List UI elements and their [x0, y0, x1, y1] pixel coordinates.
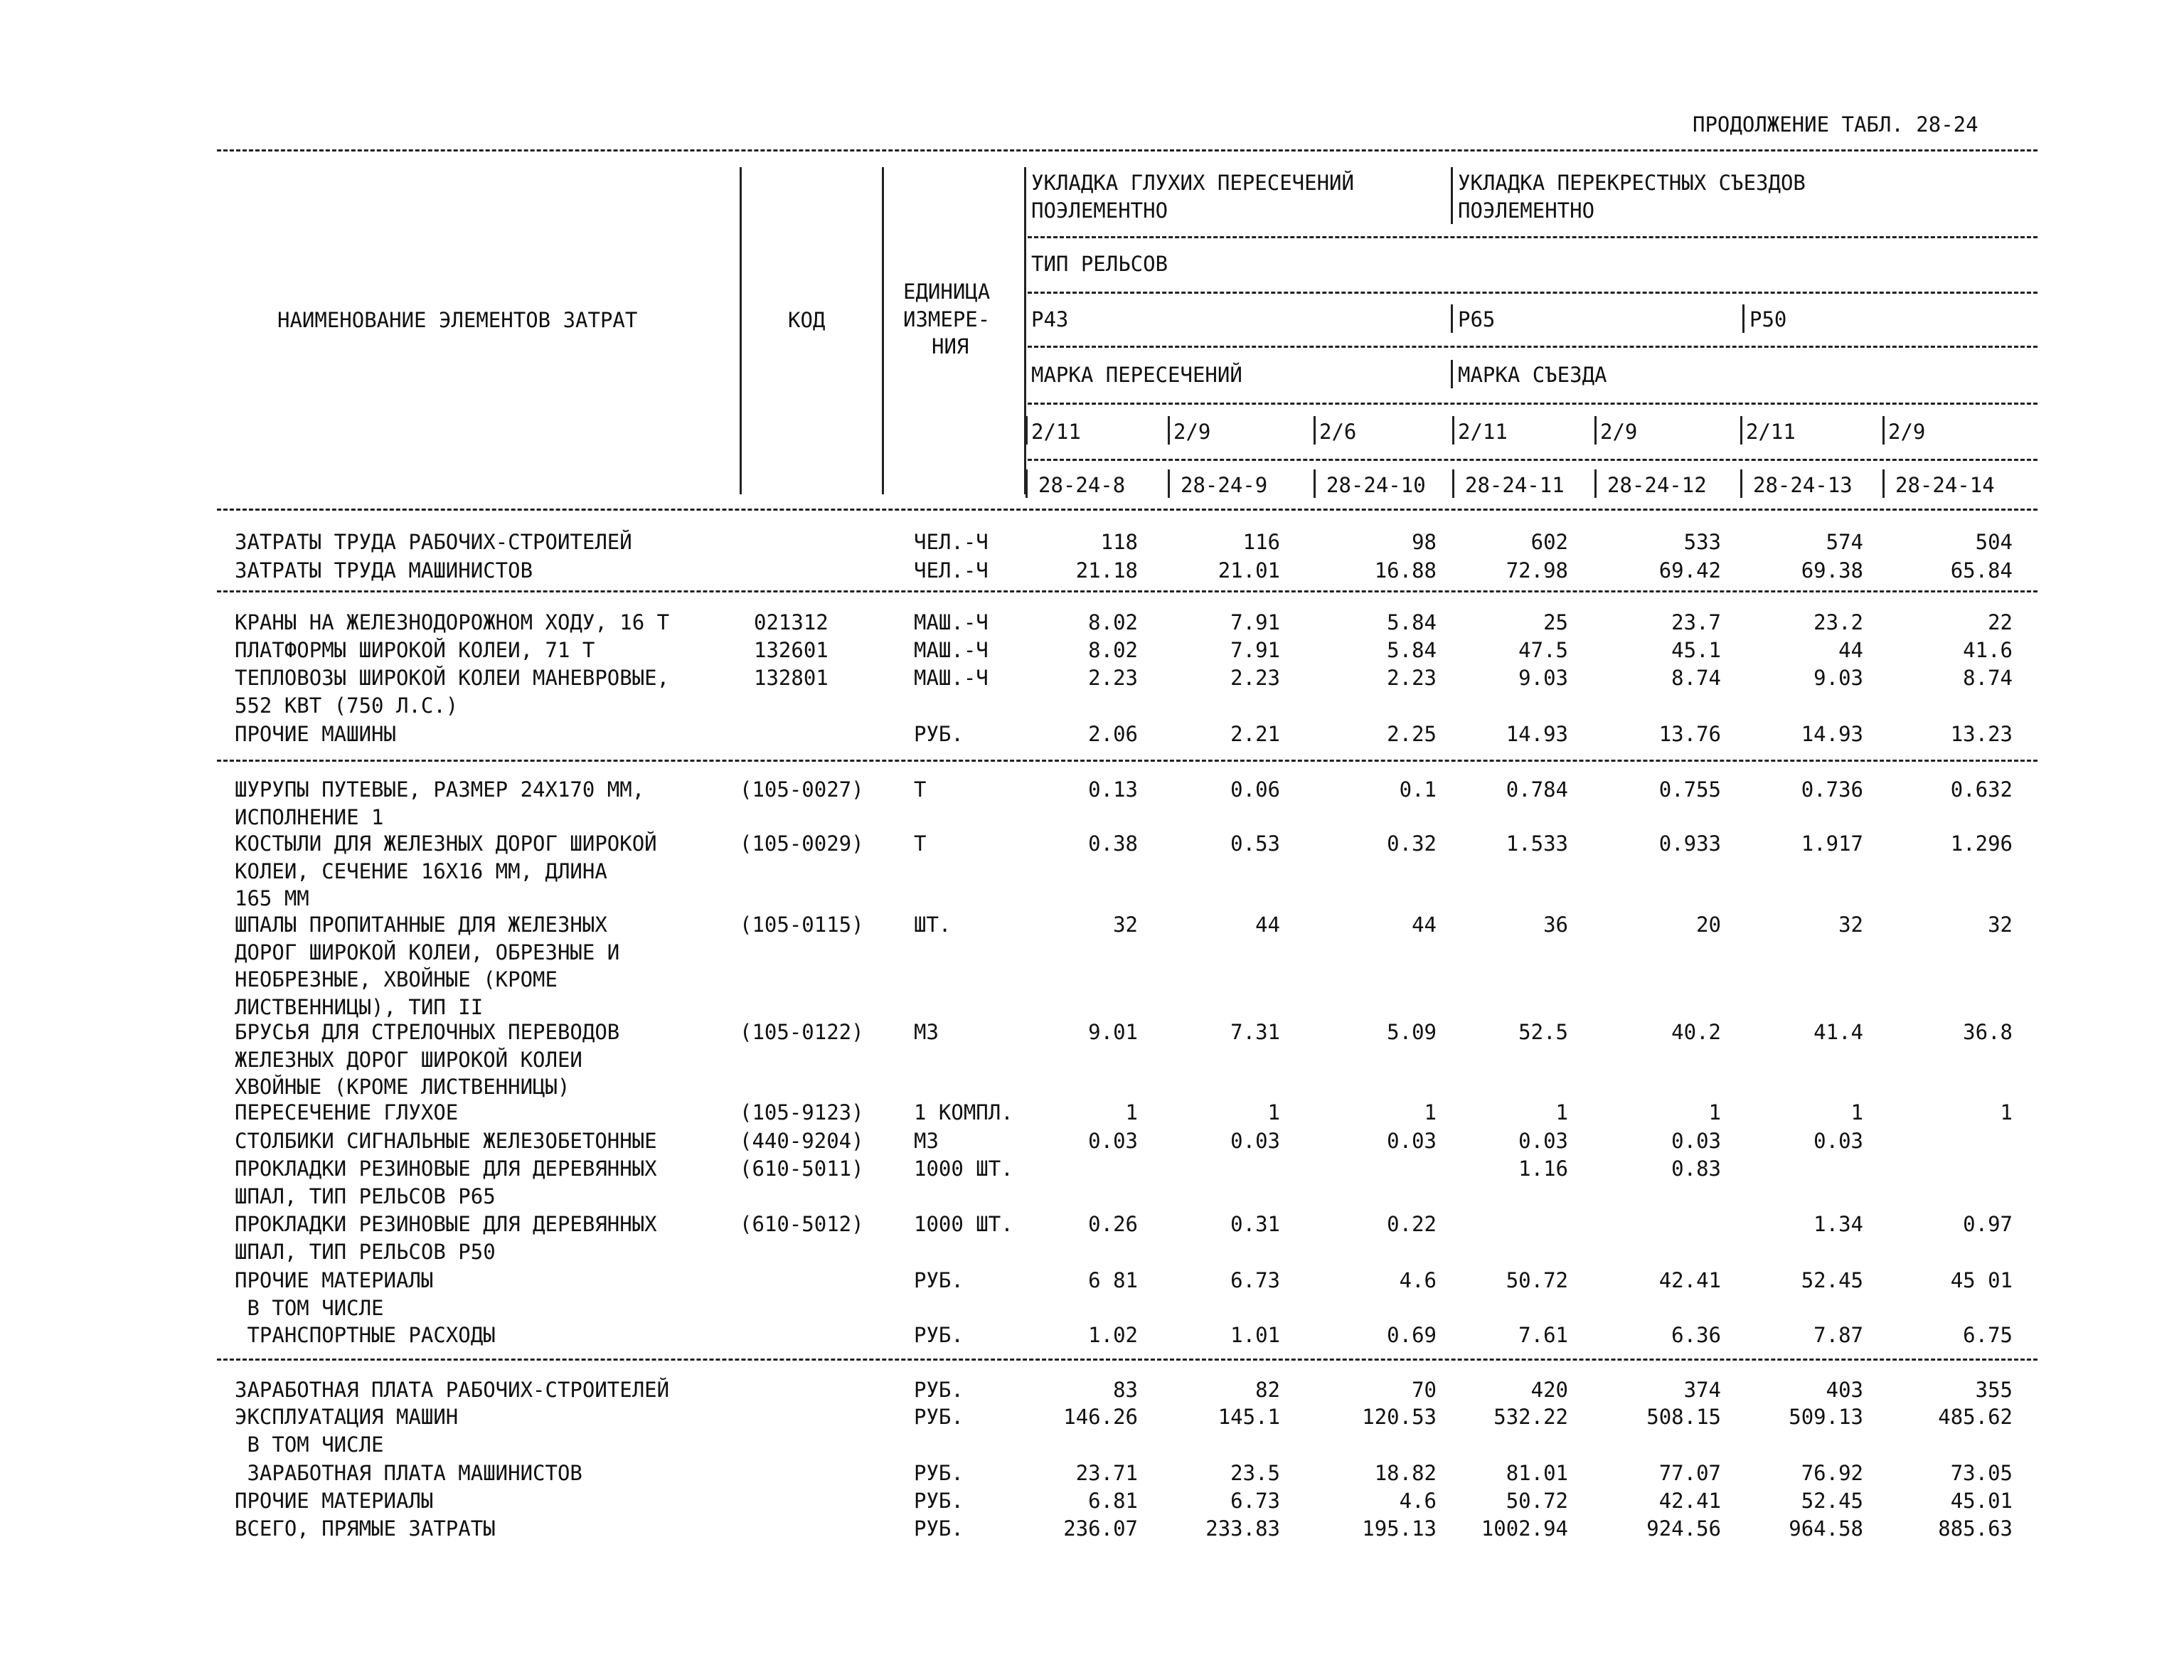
row-14-value-0: 6 81 — [1088, 1268, 1138, 1292]
row-4-unit: МАШ.-Ч — [914, 666, 989, 690]
mark-3: 2/11 — [1458, 420, 1508, 444]
row-12-name: ПРОКЛАДКИ РЕЗИНОВЫЕ ДЛЯ ДЕРЕВЯННЫХ — [235, 1157, 657, 1181]
row-8-value-4: 20 — [1696, 913, 1721, 937]
row-4-value-4: 8.74 — [1671, 666, 1721, 690]
row-5-value-2: 2.25 — [1387, 722, 1437, 746]
row-7-code: (105-0029) — [740, 831, 864, 856]
row-5-unit: РУБ. — [914, 722, 964, 746]
mark-1: 2/9 — [1173, 420, 1211, 444]
row-2-name: КРАНЫ НА ЖЕЛЕЗНОДОРОЖНОМ ХОДУ, 16 Т — [235, 610, 670, 634]
row-16-value-0: 83 — [1113, 1378, 1138, 1402]
row-19-value-3: 50.72 — [1506, 1489, 1568, 1513]
row-0-value-6: 504 — [1975, 530, 2013, 554]
row-5-name: ПРОЧИЕ МАШИНЫ — [235, 722, 396, 746]
separator-line — [1028, 346, 2037, 348]
row-7-name: КОЛЕИ, СЕЧЕНИЕ 16Х16 ММ, ДЛИНА — [235, 858, 607, 883]
row-13-name: ПРОКЛАДКИ РЕЗИНОВЫЕ ДЛЯ ДЕРЕВЯННЫХ — [235, 1212, 657, 1236]
row-18-name: ЗАРАБОТНАЯ ПЛАТА МАШИНИСТОВ — [235, 1461, 582, 1485]
row-8-name: ЛИСТВЕННИЦЫ), ТИП II — [235, 994, 484, 1019]
row-20-value-0: 236.07 — [1063, 1516, 1138, 1541]
column-divider — [1024, 167, 1026, 494]
mark-0: 2/11 — [1031, 420, 1081, 444]
header-name-column: НАИМЕНОВАНИЕ ЭЛЕМЕНТОВ ЗАТРАТ — [277, 308, 638, 332]
row-3-name: ПЛАТФОРМЫ ШИРОКОЙ КОЛЕИ, 71 Т — [235, 638, 595, 662]
row-19-value-6: 45.01 — [1950, 1489, 2013, 1513]
separator-line — [1028, 292, 2037, 294]
row-17-value-2: 120.53 — [1362, 1405, 1437, 1429]
row-0-value-3: 602 — [1530, 530, 1568, 554]
row-18-unit: РУБ. — [914, 1461, 964, 1485]
row-16-value-1: 82 — [1255, 1378, 1280, 1402]
row-19-value-2: 4.6 — [1399, 1489, 1437, 1513]
row-12-value-4: 0.83 — [1671, 1157, 1721, 1181]
row-6-name: ШУРУПЫ ПУТЕВЫЕ, РАЗМЕР 24Х170 ММ, — [235, 777, 645, 802]
row-3-unit: МАШ.-Ч — [914, 638, 989, 662]
row-4-value-0: 2.23 — [1088, 666, 1138, 690]
row-4-value-3: 9.03 — [1518, 666, 1568, 690]
row-11-value-1: 0.03 — [1230, 1129, 1280, 1153]
row-9-value-2: 5.09 — [1387, 1020, 1437, 1044]
row-14-name: В ТОМ ЧИСЛЕ — [235, 1295, 384, 1320]
row-19-name: ПРОЧИЕ МАТЕРИАЛЫ — [235, 1489, 434, 1513]
row-5-value-1: 2.21 — [1230, 722, 1280, 746]
row-17-value-0: 146.26 — [1063, 1405, 1138, 1429]
row-7-value-6: 1.296 — [1950, 831, 2013, 856]
code-1: 28-24-9 — [1181, 473, 1268, 497]
column-divider — [1314, 416, 1316, 445]
row-16-unit: РУБ. — [914, 1378, 964, 1402]
row-14-value-5: 52.45 — [1801, 1268, 1863, 1292]
row-7-name: 165 ММ — [235, 886, 309, 910]
code-6: 28-24-14 — [1895, 473, 1995, 497]
section-separator — [217, 590, 2037, 592]
row-1-value-4: 69.42 — [1658, 558, 1721, 583]
row-15-value-1: 1.01 — [1230, 1323, 1280, 1347]
row-6-name: ИСПОЛНЕНИЕ 1 — [235, 804, 384, 829]
row-6-code: (105-0027) — [740, 777, 864, 802]
row-0-unit: ЧЕЛ.-Ч — [914, 530, 989, 554]
row-13-value-5: 1.34 — [1813, 1212, 1863, 1236]
column-divider — [1742, 304, 1744, 333]
mark-cross-label: МАРКА ПЕРЕСЕЧЕНИЙ — [1031, 363, 1242, 387]
row-17-value-3: 532.22 — [1493, 1405, 1568, 1429]
code-4: 28-24-12 — [1607, 473, 1707, 497]
row-17-value-4: 508.15 — [1646, 1405, 1721, 1429]
column-divider — [1026, 469, 1028, 498]
rail-p43: Р43 — [1031, 307, 1069, 331]
row-0-value-2: 98 — [1412, 530, 1437, 554]
row-5-value-6: 13.23 — [1950, 722, 2013, 746]
row-1-value-3: 72.98 — [1506, 558, 1568, 583]
row-9-code: (105-0122) — [740, 1020, 864, 1044]
row-15-value-2: 0.69 — [1387, 1323, 1437, 1347]
row-16-name: ЗАРАБОТНАЯ ПЛАТА РАБОЧИХ-СТРОИТЕЛЕЙ — [235, 1378, 670, 1402]
row-17-name: ЭКСПЛУАТАЦИЯ МАШИН — [235, 1405, 459, 1429]
row-3-value-1: 7.91 — [1230, 638, 1280, 662]
row-1-unit: ЧЕЛ.-Ч — [914, 558, 989, 583]
row-3-code: 132601 — [754, 638, 829, 662]
row-13-value-1: 0.31 — [1230, 1212, 1280, 1236]
section-separator — [217, 760, 2037, 762]
row-10-value-4: 1 — [1708, 1100, 1721, 1125]
separator-line — [1028, 459, 2037, 461]
header-code-column: КОД — [788, 308, 826, 332]
row-8-name: НЕОБРЕЗНЫЕ, ХВОЙНЫЕ (КРОМЕ — [235, 967, 558, 991]
row-12-unit: 1000 ШТ. — [914, 1157, 1013, 1181]
row-20-value-4: 924.56 — [1646, 1516, 1721, 1541]
header-unit-line-2: ИЗМЕРЕ- — [903, 307, 991, 331]
row-8-name: ДОРОГ ШИРОКОЙ КОЛЕИ, ОБРЕЗНЫЕ И — [235, 940, 620, 964]
mark-4: 2/9 — [1600, 420, 1638, 444]
row-0-value-0: 118 — [1100, 530, 1138, 554]
row-7-value-0: 0.38 — [1088, 831, 1138, 856]
row-10-value-0: 1 — [1125, 1100, 1138, 1125]
row-18-value-6: 73.05 — [1950, 1461, 2013, 1485]
column-divider — [1451, 360, 1453, 388]
row-9-value-1: 7.31 — [1230, 1020, 1280, 1044]
row-2-value-4: 23.7 — [1671, 610, 1721, 634]
mark-5: 2/11 — [1746, 420, 1796, 444]
row-14-value-6: 45 01 — [1950, 1268, 2013, 1292]
row-6-value-0: 0.13 — [1088, 777, 1138, 802]
row-1-value-6: 65.84 — [1950, 558, 2013, 583]
row-11-code: (440-9204) — [740, 1129, 864, 1153]
row-12-code: (610-5011) — [740, 1157, 864, 1181]
row-16-value-6: 355 — [1975, 1378, 2013, 1402]
column-divider — [1452, 416, 1454, 445]
row-7-unit: Т — [914, 831, 927, 856]
column-divider — [1168, 416, 1170, 445]
row-7-value-1: 0.53 — [1230, 831, 1280, 856]
row-5-value-0: 2.06 — [1088, 722, 1138, 746]
row-10-unit: 1 КОМПЛ. — [914, 1100, 1013, 1125]
row-20-value-5: 964.58 — [1789, 1516, 1863, 1541]
row-11-value-3: 0.03 — [1518, 1129, 1568, 1153]
row-9-value-0: 9.01 — [1088, 1020, 1138, 1044]
row-12-value-3: 1.16 — [1518, 1157, 1568, 1181]
row-8-value-1: 44 — [1255, 913, 1280, 937]
row-8-code: (105-0115) — [740, 913, 864, 937]
row-15-value-6: 6.75 — [1963, 1323, 2013, 1347]
row-4-value-6: 8.74 — [1963, 666, 2013, 690]
row-19-unit: РУБ. — [914, 1489, 964, 1513]
row-14-name: ПРОЧИЕ МАТЕРИАЛЫ — [235, 1268, 434, 1292]
row-2-unit: МАШ.-Ч — [914, 610, 989, 634]
mark-2: 2/6 — [1319, 420, 1357, 444]
row-2-value-2: 5.84 — [1387, 610, 1437, 634]
row-13-unit: 1000 ШТ. — [914, 1212, 1013, 1236]
column-divider — [1168, 469, 1170, 498]
row-17-name: В ТОМ ЧИСЛЕ — [235, 1432, 384, 1457]
column-divider — [1882, 416, 1885, 445]
row-10-value-1: 1 — [1267, 1100, 1280, 1125]
row-15-value-0: 1.02 — [1088, 1323, 1138, 1347]
row-10-value-3: 1 — [1555, 1100, 1568, 1125]
row-1-value-0: 21.18 — [1075, 558, 1138, 583]
row-20-value-3: 1002.94 — [1481, 1516, 1568, 1541]
row-15-name: ТРАНСПОРТНЫЕ РАСХОДЫ — [235, 1323, 496, 1347]
row-20-value-6: 885.63 — [1938, 1516, 2013, 1541]
row-1-value-5: 69.38 — [1801, 558, 1863, 583]
row-20-unit: РУБ. — [914, 1516, 964, 1541]
group1-title-line-2: ПОЭЛЕМЕНТНО — [1031, 198, 1168, 223]
row-7-value-4: 0.933 — [1658, 831, 1721, 856]
row-9-name: БРУСЬЯ ДЛЯ СТРЕЛОЧНЫХ ПЕРЕВОДОВ — [235, 1020, 620, 1044]
row-19-value-0: 6.81 — [1088, 1489, 1138, 1513]
row-6-value-3: 0.784 — [1506, 777, 1568, 802]
row-13-value-0: 0.26 — [1088, 1212, 1138, 1236]
row-3-value-6: 41.6 — [1963, 638, 2013, 662]
row-13-value-6: 0.97 — [1963, 1212, 2013, 1236]
row-8-value-0: 32 — [1113, 913, 1138, 937]
row-15-unit: РУБ. — [914, 1323, 964, 1347]
group1-title-line-1: УКЛАДКА ГЛУХИХ ПЕРЕСЕЧЕНИЙ — [1031, 171, 1354, 195]
row-20-value-2: 195.13 — [1362, 1516, 1437, 1541]
header-bottom-rule — [217, 509, 2037, 511]
row-13-name: ШПАЛ, ТИП РЕЛЬСОВ Р50 — [235, 1239, 496, 1264]
row-5-value-4: 13.76 — [1658, 722, 1721, 746]
row-6-value-2: 0.1 — [1399, 777, 1437, 802]
code-3: 28-24-11 — [1465, 473, 1565, 497]
row-2-value-5: 23.2 — [1813, 610, 1863, 634]
row-13-value-2: 0.22 — [1387, 1212, 1437, 1236]
row-6-value-6: 0.632 — [1950, 777, 2013, 802]
row-4-value-1: 2.23 — [1230, 666, 1280, 690]
row-9-value-3: 52.5 — [1518, 1020, 1568, 1044]
row-13-code: (610-5012) — [740, 1212, 864, 1236]
continuation-title: ПРОДОЛЖЕНИЕ ТАБЛ. 28-24 — [1693, 112, 1978, 137]
row-0-value-5: 574 — [1826, 530, 1863, 554]
header-unit-line-3: НИЯ — [932, 334, 969, 358]
row-2-code: 021312 — [754, 610, 829, 634]
row-11-value-5: 0.03 — [1813, 1129, 1863, 1153]
row-2-value-1: 7.91 — [1230, 610, 1280, 634]
row-12-name: ШПАЛ, ТИП РЕЛЬСОВ Р65 — [235, 1184, 496, 1208]
column-divider — [1740, 416, 1742, 445]
row-7-value-2: 0.32 — [1387, 831, 1437, 856]
column-divider — [740, 167, 742, 494]
row-8-unit: ШТ. — [914, 913, 952, 937]
group2-title-line-1: УКЛАДКА ПЕРЕКРЕСТНЫХ СЪЕЗДОВ — [1458, 171, 1806, 195]
column-divider — [1594, 469, 1597, 498]
group2-title-line-2: ПОЭЛЕМЕНТНО — [1458, 198, 1595, 223]
rail-type-label: ТИП РЕЛЬСОВ — [1031, 252, 1168, 276]
row-6-value-5: 0.736 — [1801, 777, 1863, 802]
row-3-value-5: 44 — [1838, 638, 1863, 662]
row-10-value-6: 1 — [2000, 1100, 2013, 1125]
row-15-value-3: 7.61 — [1518, 1323, 1568, 1347]
column-divider — [882, 167, 884, 494]
row-2-value-6: 22 — [1988, 610, 2013, 634]
row-5-value-3: 14.93 — [1506, 722, 1568, 746]
row-14-value-2: 4.6 — [1399, 1268, 1437, 1292]
rail-p65: Р65 — [1458, 307, 1496, 331]
row-7-name: КОСТЫЛИ ДЛЯ ЖЕЛЕЗНЫХ ДОРОГ ШИРОКОЙ — [235, 831, 657, 856]
row-9-unit: М3 — [914, 1020, 939, 1044]
row-19-value-1: 6.73 — [1230, 1489, 1280, 1513]
row-14-value-3: 50.72 — [1506, 1268, 1568, 1292]
column-divider — [1882, 469, 1885, 498]
row-8-name: ШПАЛЫ ПРОПИТАННЫЕ ДЛЯ ЖЕЛЕЗНЫХ — [235, 913, 607, 937]
row-16-value-2: 70 — [1412, 1378, 1437, 1402]
row-11-name: СТОЛБИКИ СИГНАЛЬНЫЕ ЖЕЛЕЗОБЕТОННЫЕ — [235, 1129, 657, 1153]
row-1-name: ЗАТРАТЫ ТРУДА МАШИНИСТОВ — [235, 558, 533, 583]
row-18-value-5: 76.92 — [1801, 1461, 1863, 1485]
column-divider — [1452, 469, 1454, 498]
row-9-value-5: 41.4 — [1813, 1020, 1863, 1044]
row-4-code: 132801 — [754, 666, 829, 690]
row-9-value-4: 40.2 — [1671, 1020, 1721, 1044]
code-5: 28-24-13 — [1753, 473, 1853, 497]
header-unit-line-1: ЕДИНИЦА — [903, 280, 991, 304]
code-2: 28-24-10 — [1326, 473, 1426, 497]
row-0-value-4: 533 — [1683, 530, 1721, 554]
row-3-value-2: 5.84 — [1387, 638, 1437, 662]
row-2-value-0: 8.02 — [1088, 610, 1138, 634]
row-11-value-2: 0.03 — [1387, 1129, 1437, 1153]
column-divider — [1026, 416, 1028, 445]
row-4-value-2: 2.23 — [1387, 666, 1437, 690]
row-10-value-5: 1 — [1850, 1100, 1863, 1125]
section-separator — [217, 1359, 2037, 1361]
row-9-value-6: 36.8 — [1963, 1020, 2013, 1044]
header-top-rule — [217, 149, 2037, 151]
row-16-value-4: 374 — [1683, 1378, 1721, 1402]
row-18-value-2: 18.82 — [1374, 1461, 1437, 1485]
row-11-unit: М3 — [914, 1129, 939, 1153]
row-16-value-3: 420 — [1530, 1378, 1568, 1402]
column-divider — [1314, 469, 1316, 498]
separator-line — [1028, 236, 2037, 238]
row-20-name: ВСЕГО, ПРЯМЫЕ ЗАТРАТЫ — [235, 1516, 496, 1541]
row-3-value-4: 45.1 — [1671, 638, 1721, 662]
row-0-name: ЗАТРАТЫ ТРУДА РАБОЧИХ-СТРОИТЕЛЕЙ — [235, 530, 632, 554]
row-18-value-0: 23.71 — [1075, 1461, 1138, 1485]
row-11-value-4: 0.03 — [1671, 1129, 1721, 1153]
row-14-value-4: 42.41 — [1658, 1268, 1721, 1292]
row-9-name: ЖЕЛЕЗНЫХ ДОРОГ ШИРОКОЙ КОЛЕИ — [235, 1047, 582, 1072]
separator-line — [1028, 403, 2037, 405]
row-10-code: (105-9123) — [740, 1100, 864, 1125]
row-0-value-1: 116 — [1242, 530, 1280, 554]
row-8-value-3: 36 — [1543, 913, 1568, 937]
row-15-value-4: 6.36 — [1671, 1323, 1721, 1347]
row-10-value-2: 1 — [1424, 1100, 1437, 1125]
row-6-value-1: 0.06 — [1230, 777, 1280, 802]
row-11-value-0: 0.03 — [1088, 1129, 1138, 1153]
column-divider — [1451, 304, 1453, 333]
column-divider — [1740, 469, 1742, 498]
row-4-value-5: 9.03 — [1813, 666, 1863, 690]
code-0: 28-24-8 — [1038, 473, 1126, 497]
row-9-name: ХВОЙНЫЕ (КРОМЕ ЛИСТВЕННИЦЫ) — [235, 1075, 570, 1099]
row-18-value-1: 23.5 — [1230, 1461, 1280, 1485]
row-14-unit: РУБ. — [914, 1268, 964, 1292]
rail-p50: Р50 — [1749, 307, 1787, 331]
row-10-name: ПЕРЕСЕЧЕНИЕ ГЛУХОЕ — [235, 1100, 459, 1125]
row-18-value-4: 77.07 — [1658, 1461, 1721, 1485]
row-4-name: ТЕПЛОВОЗЫ ШИРОКОЙ КОЛЕИ МАНЕВРОВЫЕ, — [235, 666, 670, 690]
row-3-value-0: 8.02 — [1088, 638, 1138, 662]
mark-exit-label: МАРКА СЪЕЗДА — [1458, 363, 1607, 387]
row-7-value-5: 1.917 — [1801, 831, 1863, 856]
column-divider — [1594, 416, 1597, 445]
row-8-value-5: 32 — [1838, 913, 1863, 937]
row-2-value-3: 25 — [1543, 610, 1568, 634]
row-17-value-1: 145.1 — [1218, 1405, 1280, 1429]
row-1-value-1: 21.01 — [1218, 558, 1280, 583]
row-17-value-5: 509.13 — [1789, 1405, 1863, 1429]
row-8-value-2: 44 — [1412, 913, 1437, 937]
row-17-value-6: 485.62 — [1938, 1405, 2013, 1429]
row-16-value-5: 403 — [1826, 1378, 1863, 1402]
row-5-value-5: 14.93 — [1801, 722, 1863, 746]
mark-6: 2/9 — [1888, 420, 1926, 444]
row-4-name: 552 КВТ (750 Л.С.) — [235, 693, 459, 718]
column-divider — [1451, 167, 1453, 224]
row-8-value-6: 32 — [1988, 913, 2013, 937]
row-15-value-5: 7.87 — [1813, 1323, 1863, 1347]
row-7-value-3: 1.533 — [1506, 831, 1568, 856]
row-19-value-4: 42.41 — [1658, 1489, 1721, 1513]
row-1-value-2: 16.88 — [1374, 558, 1437, 583]
row-3-value-3: 47.5 — [1518, 638, 1568, 662]
row-17-unit: РУБ. — [914, 1405, 964, 1429]
row-18-value-3: 81.01 — [1506, 1461, 1568, 1485]
row-14-value-1: 6.73 — [1230, 1268, 1280, 1292]
row-6-unit: Т — [914, 777, 927, 802]
row-6-value-4: 0.755 — [1658, 777, 1721, 802]
row-19-value-5: 52.45 — [1801, 1489, 1863, 1513]
row-20-value-1: 233.83 — [1205, 1516, 1280, 1541]
